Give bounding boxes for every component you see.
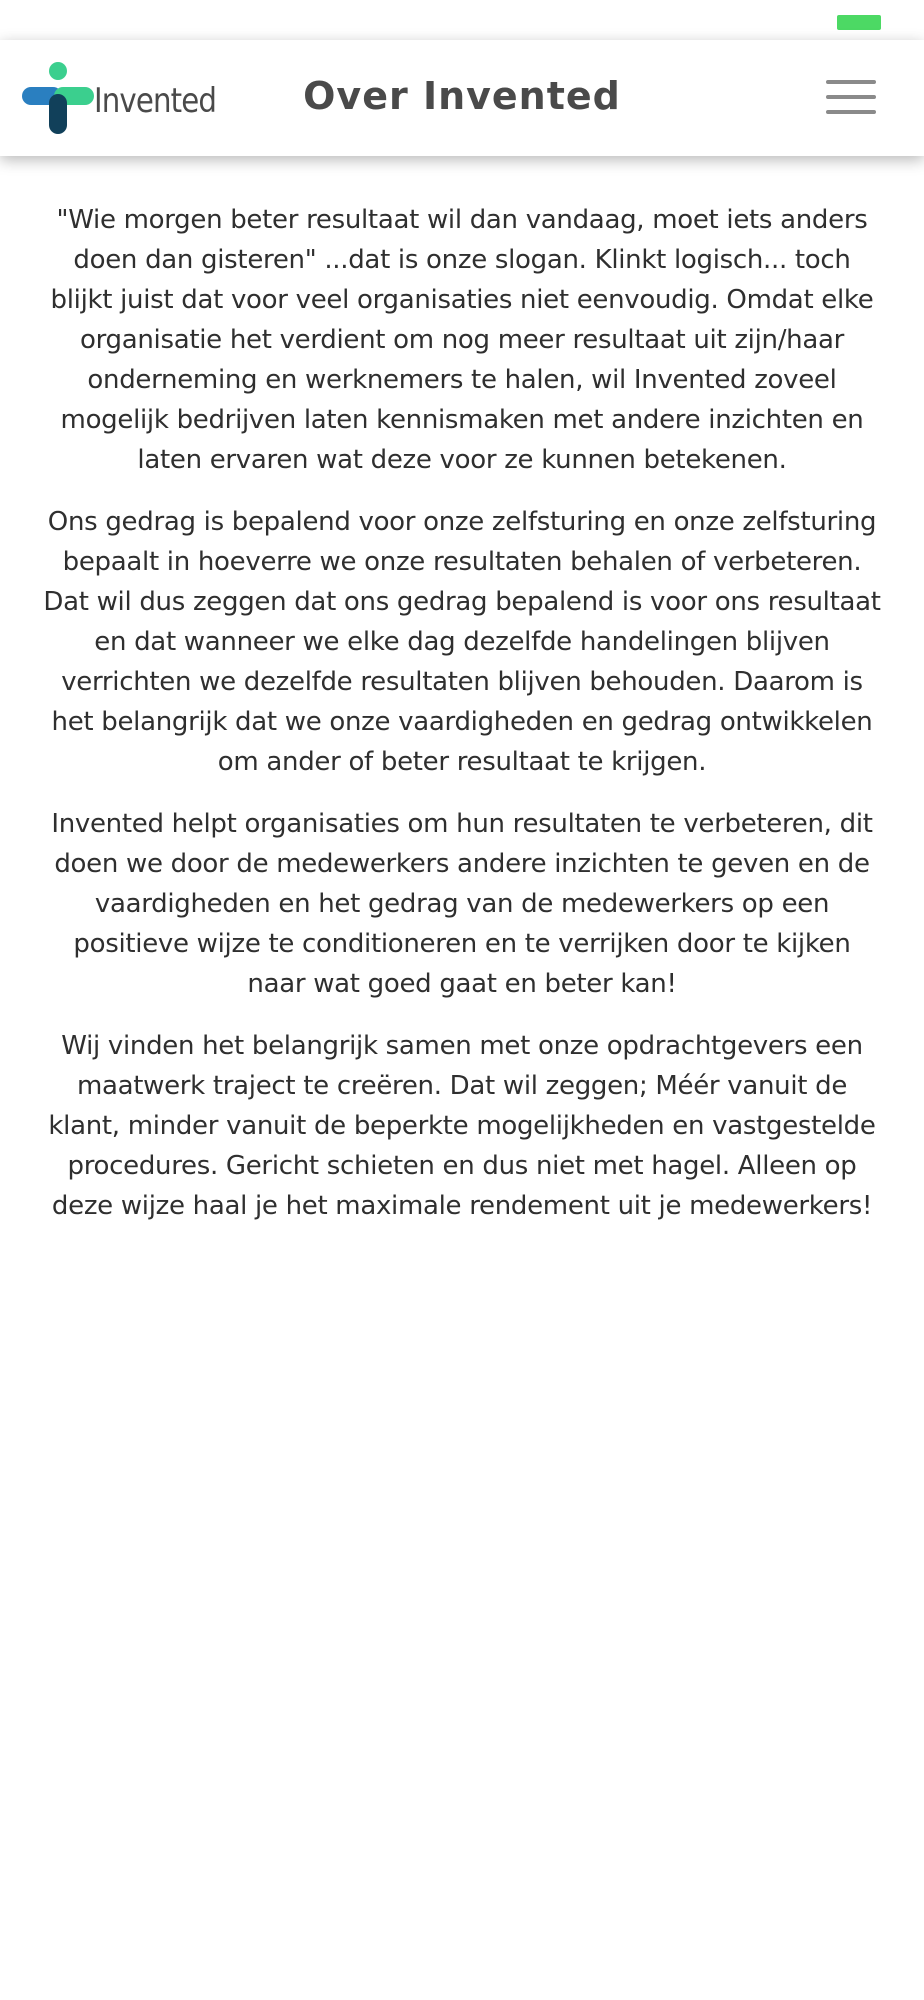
battery-indicator	[837, 15, 881, 30]
custom-work-paragraph: Wij vinden het belangrijk samen met onze opdrachtgevers een maatwerk traject te creëren. Dat wil zeggen; Méér vanuit de klant, minder vanuit de beperkte mogelijkheden en vastgestelde procedures. Gericht schieten en dus niet met hagel. Alleen op deze wijze haal je het maximale rendement uit je medewerkers!	[48, 1031, 876, 1221]
intro-paragraph: "Wie morgen beter resultaat wil dan vandaag, moet iets anders doen dan gisteren" ...dat is onze slogan. Klinkt logisch... toch blijkt juist dat voor veel organisaties niet eenvoudig. Omdat elke organisatie het verdient om nog meer resultaat uit zijn/haar onderneming en werknemers te halen, wil Invented zoveel mogelijk bedrijven laten kennismaken met andere inzichten en laten ervaren wat deze voor ze kunnen betekenen.	[50, 205, 874, 475]
menu-bar	[826, 80, 876, 84]
app-header	[0, 40, 924, 156]
main-content	[42, 200, 882, 1248]
behavior-paragraph: Ons gedrag is bepalend voor onze zelfsturing en onze zelfsturing bepaalt in hoeverre we onze resultaten behalen of verbeteren. Dat wil dus zeggen dat ons gedrag bepalend is voor ons resultaat en dat wanneer we elke dag dezelfde handelingen blijven verrichten we dezelfde resultaten blijven behouden. Daarom is het belangrijk dat we onze vaardigheden en gedrag ontwikkelen om ander of beter resultaat te krijgen.	[43, 507, 881, 777]
hamburger-menu-icon[interactable]	[826, 80, 876, 116]
logo[interactable]	[20, 60, 236, 136]
help-paragraph: Invented helpt organisaties om hun resultaten te verbeteren, dit doen we door de medewerkers andere inzichten te geven en de vaardigheden en het gedrag van de medewerkers op een positieve wijze te conditioneren en te verrijken door te kijken naar wat goed gaat en beter kan!	[51, 809, 873, 999]
page-title: Over Invented	[303, 74, 621, 118]
menu-bar	[826, 110, 876, 114]
logo-mark-icon	[20, 60, 96, 136]
logo-text: Invented	[94, 81, 217, 121]
menu-bar	[826, 95, 876, 99]
